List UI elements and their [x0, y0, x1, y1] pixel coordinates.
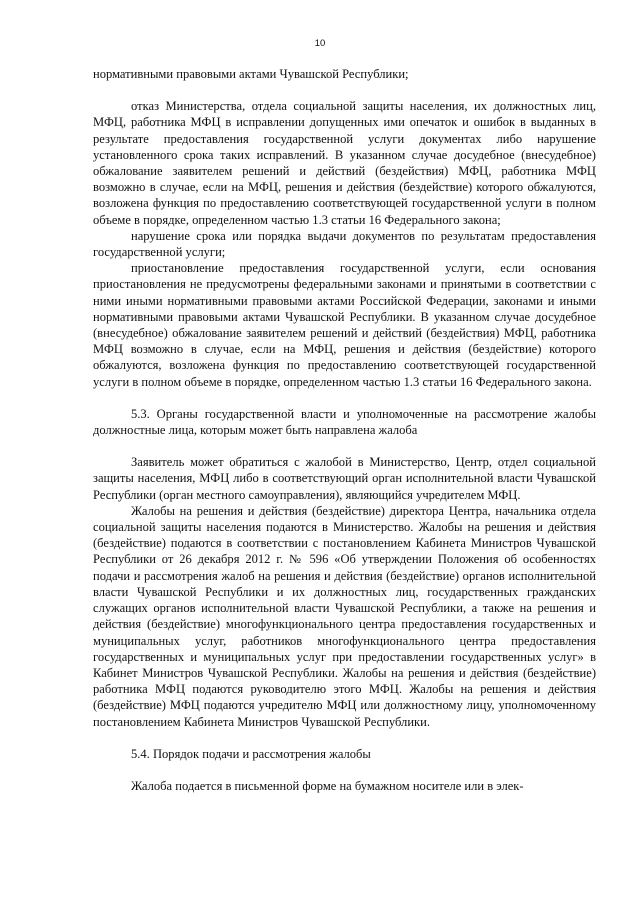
paragraph-deadline-violation: нарушение срока или порядка выдачи документов по результатам предоставления государственной услуги;: [93, 228, 596, 260]
section-heading-5-3: 5.3. Органы государственной власти и уполномоченные на рассмотрение жалобы должностные лица, которым может быть направлена жалоба: [93, 406, 596, 438]
paragraph-complaints-procedure: Жалобы на решения и действия (бездействие) директора Центра, начальника отдела социальной защиты населения подаются в Министерство. Жалобы на решения и действия (бездействие) подаются в соответствии с постановлением Кабинета Министров Чувашской Республики от 26 декабря 2012 г. № 596 «Об утверждении Положения об особенностях подачи и рассмотрения жалоб на решения и действия (бездействие) органов исполнительной власти Чувашской Республики и их должностных лиц, государственных гражданских служащих органов исполнительной власти Чувашской Республики, а также на решения и действия (бездействие) многофункционального центра предоставления государственных и муниципальных услуг, работников многофункционального центра предоставления государственных и муниципальных услуг при предоставлении государственных услуг» в Кабинет Министров Чувашской Республики. Жалобы на решения и действия (бездействие) работника МФЦ подаются руководителю этого МФЦ. Жалобы на решения и действия (бездействие) МФЦ подаются учредителю МФЦ или должностному лицу, уполномоченному постановлением Кабинета Министров Чувашской Республики.: [93, 503, 596, 729]
document-body: [93, 66, 596, 794]
paragraph-refusal-corrections: отказ Министерства, отдела социальной защиты населения, их должностных лиц, МФЦ, работника МФЦ в исправлении допущенных ими опечаток и ошибок в выданных в результате предоставления государственной услуги документах либо нарушение установленного срока таких исправлений. В указанном случае досудебное (внесудебное) обжалование заявителем решений и действий (бездействия) МФЦ, работника МФЦ возможно в случае, если на МФЦ, решения и действия (бездействие) которого обжалуются, возложена функция по предоставлению соответствующей государственной услуги в полном объеме в порядке, определенном частью 1.3 статьи 16 Федерального закона;: [93, 99, 596, 227]
paragraph-applicant-may-appeal: Заявитель может обратиться с жалобой в Министерство, Центр, отдел социальной защиты населения, МФЦ либо в соответствующий орган исполнительной власти Чувашской Республики (орган местного самоуправления), являющийся учредителем МФЦ.: [93, 455, 596, 502]
paragraph-suspension: приостановление предоставления государственной услуги, если основания приостановления не предусмотрены федеральными законами и принятыми в соответствии с ними иными нормативными правовыми актами Российской Федерации, законами и иными нормативными правовыми актами Чувашской Республики. В указанном случае досудебное (внесудебное) обжалование заявителем решений и действий (бездействия) МФЦ, работника МФЦ возможно в случае, если на МФЦ, решения и действия (бездействие) которого обжалуются, возложена функция по предоставлению соответствующей государственной услуги в полном объеме в порядке, определенном частью 1.3 статьи 16 Федерального закона.: [93, 261, 596, 389]
page-number: 10: [314, 38, 326, 49]
section-heading-5-4: 5.4. Порядок подачи и рассмотрения жалобы: [131, 746, 371, 761]
paragraph-complaint-form: Жалоба подается в письменной форме на бумажном носителе или в элек-: [131, 778, 524, 793]
paragraph-continuation: нормативными правовыми актами Чувашской Республики;: [93, 67, 409, 81]
